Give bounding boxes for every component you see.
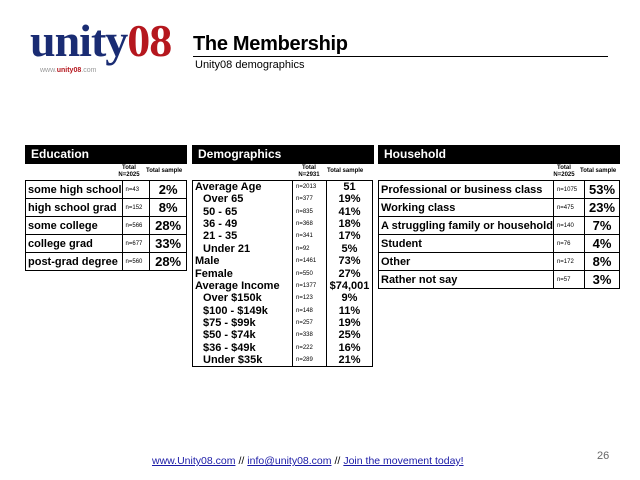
row-percent: 28% (150, 217, 187, 235)
page-subtitle: Unity08 demographics (195, 59, 305, 71)
row-percent: 5% (327, 243, 373, 255)
row-count: n=76 (553, 235, 584, 253)
row-percent: 18% (327, 218, 373, 230)
table-row (26, 199, 187, 217)
row-count: n=566 (122, 217, 150, 235)
row-count: n=152 (122, 199, 150, 217)
row-count: n=560 (122, 253, 150, 271)
table-row (193, 354, 373, 367)
row-label: high school grad (26, 199, 123, 217)
demographics-column-header: Total N=2931 Total sample (298, 165, 364, 178)
row-count: n=1075 (553, 181, 584, 199)
row-count: n=338 (293, 329, 327, 341)
row-percent: $74,001 (327, 280, 373, 292)
logo-url: www.unity08.com (40, 67, 97, 74)
row-label: Student (379, 235, 554, 253)
education-column-header: Total N=2025 Total sample (118, 165, 183, 178)
table-row (193, 329, 373, 341)
row-count: n=43 (122, 181, 150, 199)
row-label: $75 - $99k (193, 317, 293, 329)
table-row (379, 253, 620, 271)
row-label: Rather not say (379, 271, 554, 289)
table-row (193, 267, 373, 279)
table-row (379, 271, 620, 289)
row-percent: 33% (150, 235, 187, 253)
row-label: Under $35k (193, 354, 293, 367)
table-row (26, 217, 187, 235)
footer-links (152, 455, 464, 467)
logo-wordmark: unity08 (30, 15, 172, 66)
row-label: Professional or business class (379, 181, 554, 199)
row-percent: 19% (327, 317, 373, 329)
row-percent: 25% (327, 329, 373, 341)
page-title: The Membership (193, 33, 348, 55)
row-label: some college (26, 217, 123, 235)
row-label: Over 65 (193, 193, 293, 205)
row-label: Under 21 (193, 243, 293, 255)
row-count: n=377 (293, 193, 327, 205)
row-label: Over $150k (193, 292, 293, 304)
row-label: post-grad degree (26, 253, 123, 271)
demographics-title: Demographics (192, 145, 374, 164)
household-table (378, 180, 620, 289)
row-percent: 28% (150, 253, 187, 271)
household-panel (378, 145, 620, 289)
row-count: n=368 (293, 218, 327, 230)
table-row (193, 280, 373, 292)
row-percent: 7% (585, 217, 620, 235)
row-label: Average Age (193, 181, 293, 194)
row-count: n=57 (553, 271, 584, 289)
table-row (379, 217, 620, 235)
table-row (379, 235, 620, 253)
row-percent: 9% (327, 292, 373, 304)
row-percent: 53% (585, 181, 620, 199)
website-link[interactable]: www.Unity08.com (152, 455, 236, 467)
row-label: Average Income (193, 280, 293, 292)
row-label: $36 - $49k (193, 342, 293, 354)
row-count: n=2013 (293, 181, 327, 194)
table-row (193, 342, 373, 354)
row-percent: 19% (327, 193, 373, 205)
table-row (193, 305, 373, 317)
demographics-panel (192, 145, 374, 367)
row-percent: 27% (327, 267, 373, 279)
row-count: n=835 (293, 205, 327, 217)
table-row (193, 255, 373, 267)
row-percent: 3% (585, 271, 620, 289)
row-label: Male (193, 255, 293, 267)
table-row (379, 199, 620, 217)
household-title: Household (378, 145, 620, 164)
row-label: Other (379, 253, 554, 271)
email-link[interactable]: info@unity08.com (247, 455, 332, 467)
row-count: n=140 (553, 217, 584, 235)
row-label: 21 - 35 (193, 230, 293, 242)
row-percent: 23% (585, 199, 620, 217)
title-divider (193, 56, 608, 57)
table-row (193, 230, 373, 242)
education-title: Education (25, 145, 187, 164)
row-count: n=1377 (293, 280, 327, 292)
row-percent: 11% (327, 305, 373, 317)
row-percent: 8% (150, 199, 187, 217)
row-label: 36 - 49 (193, 218, 293, 230)
table-row (193, 205, 373, 217)
table-row (193, 292, 373, 304)
row-label: college grad (26, 235, 123, 253)
row-count: n=257 (293, 317, 327, 329)
row-percent: 17% (327, 230, 373, 242)
row-count: n=92 (293, 243, 327, 255)
household-column-header: Total N=2025 Total sample (553, 165, 617, 178)
row-percent: 2% (150, 181, 187, 199)
unity08-logo (30, 15, 172, 76)
row-count: n=677 (122, 235, 150, 253)
row-percent: 16% (327, 342, 373, 354)
row-label: Female (193, 267, 293, 279)
footer-separator: // (238, 455, 245, 467)
row-count: n=148 (293, 305, 327, 317)
demographics-table (192, 180, 373, 367)
row-label: $50 - $74k (193, 329, 293, 341)
education-table (25, 180, 187, 271)
table-row (193, 193, 373, 205)
row-count: n=289 (293, 354, 327, 367)
row-label: A struggling family or household (379, 217, 554, 235)
row-count: n=123 (293, 292, 327, 304)
row-label: Working class (379, 199, 554, 217)
row-count: n=475 (553, 199, 584, 217)
table-row (193, 218, 373, 230)
row-percent: 8% (585, 253, 620, 271)
row-count: n=222 (293, 342, 327, 354)
table-row (379, 181, 620, 199)
join-link[interactable]: Join the movement today! (343, 455, 464, 467)
page-number: 26 (597, 450, 610, 462)
row-percent: 73% (327, 255, 373, 267)
row-percent: 41% (327, 205, 373, 217)
table-row (26, 181, 187, 199)
table-row (26, 253, 187, 271)
row-count: n=341 (293, 230, 327, 242)
row-label: 50 - 65 (193, 205, 293, 217)
row-count: n=1461 (293, 255, 327, 267)
row-count: n=550 (293, 267, 327, 279)
row-percent: 51 (327, 181, 373, 194)
row-label: $100 - $149k (193, 305, 293, 317)
row-percent: 4% (585, 235, 620, 253)
row-percent: 21% (327, 354, 373, 367)
table-row (193, 243, 373, 255)
education-panel (25, 145, 187, 271)
table-row (26, 235, 187, 253)
table-row (193, 181, 373, 194)
row-label: some high school (26, 181, 123, 199)
row-count: n=172 (553, 253, 584, 271)
table-row (193, 317, 373, 329)
footer-separator: // (334, 455, 341, 467)
